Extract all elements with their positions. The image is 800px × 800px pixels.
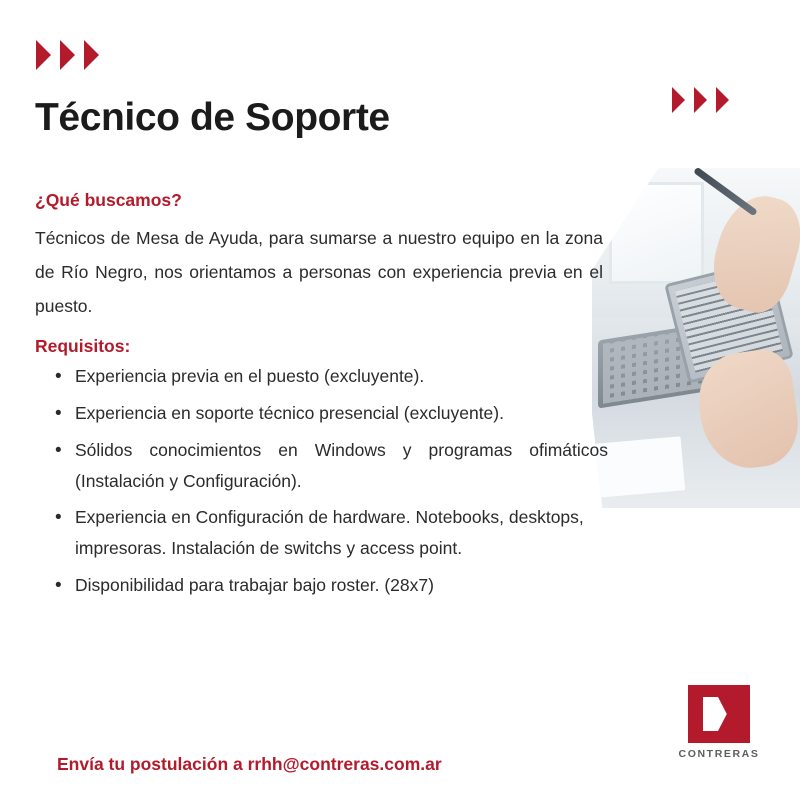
company-logo <box>674 685 764 760</box>
list-item: • Experiencia en Configuración de hardware. Notebooks, desktops, impresoras. Instalación de switchs y access point. <box>53 502 608 564</box>
poster-content <box>35 190 608 607</box>
list-item: • Disponibilidad para trabajar bajo roster. (28x7) <box>53 570 608 601</box>
arrow-right-icon <box>36 40 51 70</box>
arrow-right-icon <box>694 87 707 113</box>
question-heading: ¿Qué buscamos? <box>35 190 182 210</box>
page-title: Técnico de Soporte <box>35 96 390 139</box>
arrow-right-icon <box>84 40 99 70</box>
arrow-right-icon <box>672 87 685 113</box>
company-name: CONTRERAS <box>678 748 760 760</box>
decorative-arrows-top-left <box>36 40 99 70</box>
photo-window <box>609 182 705 284</box>
arrow-right-icon <box>60 40 75 70</box>
photo-background <box>592 168 800 508</box>
list-item: • Experiencia en soporte técnico presencial (excluyente). <box>53 398 608 429</box>
intro-paragraph: Técnicos de Mesa de Ayuda, para sumarse a nuestro equipo en la zona de Río Negro, nos orientamos a personas con experiencia previa en el puesto. <box>35 228 603 316</box>
hero-photo <box>592 168 800 508</box>
contreras-logo-icon <box>688 685 750 743</box>
application-cta[interactable]: Envía tu postulación a rrhh@contreras.com.ar <box>57 754 442 774</box>
list-item: • Experiencia previa en el puesto (excluyente). <box>53 361 608 392</box>
arrow-right-icon <box>716 87 729 113</box>
list-item: • Sólidos conocimientos en Windows y programas ofimáticos (Instalación y Configuración). <box>53 435 608 497</box>
requirements-heading: Requisitos: <box>35 336 131 357</box>
requirements-list <box>53 361 608 601</box>
decorative-arrows-top-right <box>672 87 729 113</box>
